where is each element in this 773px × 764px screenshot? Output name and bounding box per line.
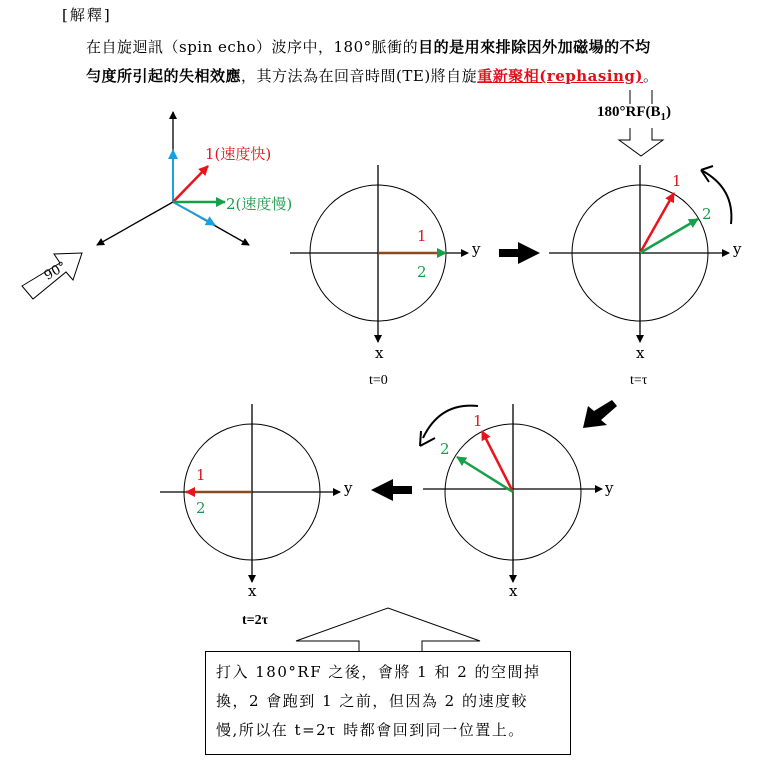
- panel1-v1-label: 1: [417, 227, 427, 245]
- 3d-axes: [97, 112, 249, 245]
- note-line-1: 打入 180°RF 之後，會將 1 和 2 的空間掉: [216, 663, 541, 681]
- panel3-v2-label: 2: [440, 440, 450, 458]
- panel4-time-label: t=2τ: [242, 613, 269, 628]
- rf-pulse-arrow-icon: [619, 90, 663, 156]
- panel4-x-axis-label: x: [248, 582, 257, 600]
- explanation-note-box: [205, 651, 571, 755]
- panel2-time-label: t=τ: [630, 373, 648, 388]
- note-line-3: 慢,所以在 t=2τ 時都會回到同一位置上。: [216, 721, 525, 739]
- section-heading: [解釋]: [62, 6, 112, 24]
- panel1-x-axis-label: x: [375, 344, 384, 362]
- panel1-time-label: t=0: [369, 373, 388, 388]
- panel-after-rf: [420, 404, 602, 582]
- panel4-v1-label: 1: [196, 466, 206, 484]
- panel3-v1-label: 1: [473, 412, 483, 430]
- vector-1-fast-label: 1(速度快): [205, 145, 272, 163]
- flow-arrow-right-icon: [499, 242, 540, 264]
- vector-2-slow-label: 2(速度慢): [226, 195, 293, 213]
- panel-t-tau: [549, 165, 731, 342]
- text-normal: ，其方法為在回音時間(TE)將自旋: [241, 67, 478, 85]
- text-bold: 勻度所引起的失相效應: [86, 67, 242, 85]
- flow-arrow-left-icon: [371, 479, 412, 501]
- panel2-v2-label: 2: [702, 205, 712, 223]
- text-end: 。: [642, 67, 659, 85]
- callout-arrow: [296, 608, 480, 657]
- panel3-y-axis-label: y: [605, 479, 614, 497]
- panel4-v2-label: 2: [196, 499, 206, 517]
- excitation-label: 90°: [41, 259, 70, 284]
- panel3-x-axis-label: x: [509, 582, 518, 600]
- text-bold: 目的是用來排除因外加磁場的不均: [418, 38, 651, 56]
- panel-t0: [290, 165, 468, 342]
- panel1-v2-label: 2: [417, 263, 427, 281]
- text-normal: 在自旋迴訊（spin echo）波序中，180°脈衝的: [86, 38, 419, 56]
- rf-pulse-label: $180^\circ RF(B_1)$: [597, 104, 671, 123]
- panel2-v1-label: 1: [672, 172, 682, 190]
- rephasing-highlight: 重新聚相(rephasing): [477, 67, 643, 85]
- panel2-x-axis-label: x: [636, 344, 645, 362]
- panel4-y-axis-label: y: [344, 479, 353, 497]
- note-line-2: 換，2 會跑到 1 之前，但因為 2 的速度較: [216, 692, 528, 710]
- panel-t-2tau: [160, 404, 340, 582]
- flow-arrow-down-left-icon: [583, 400, 617, 428]
- panel1-y-axis-label: y: [472, 240, 481, 258]
- panel2-y-axis-label: y: [733, 240, 742, 258]
